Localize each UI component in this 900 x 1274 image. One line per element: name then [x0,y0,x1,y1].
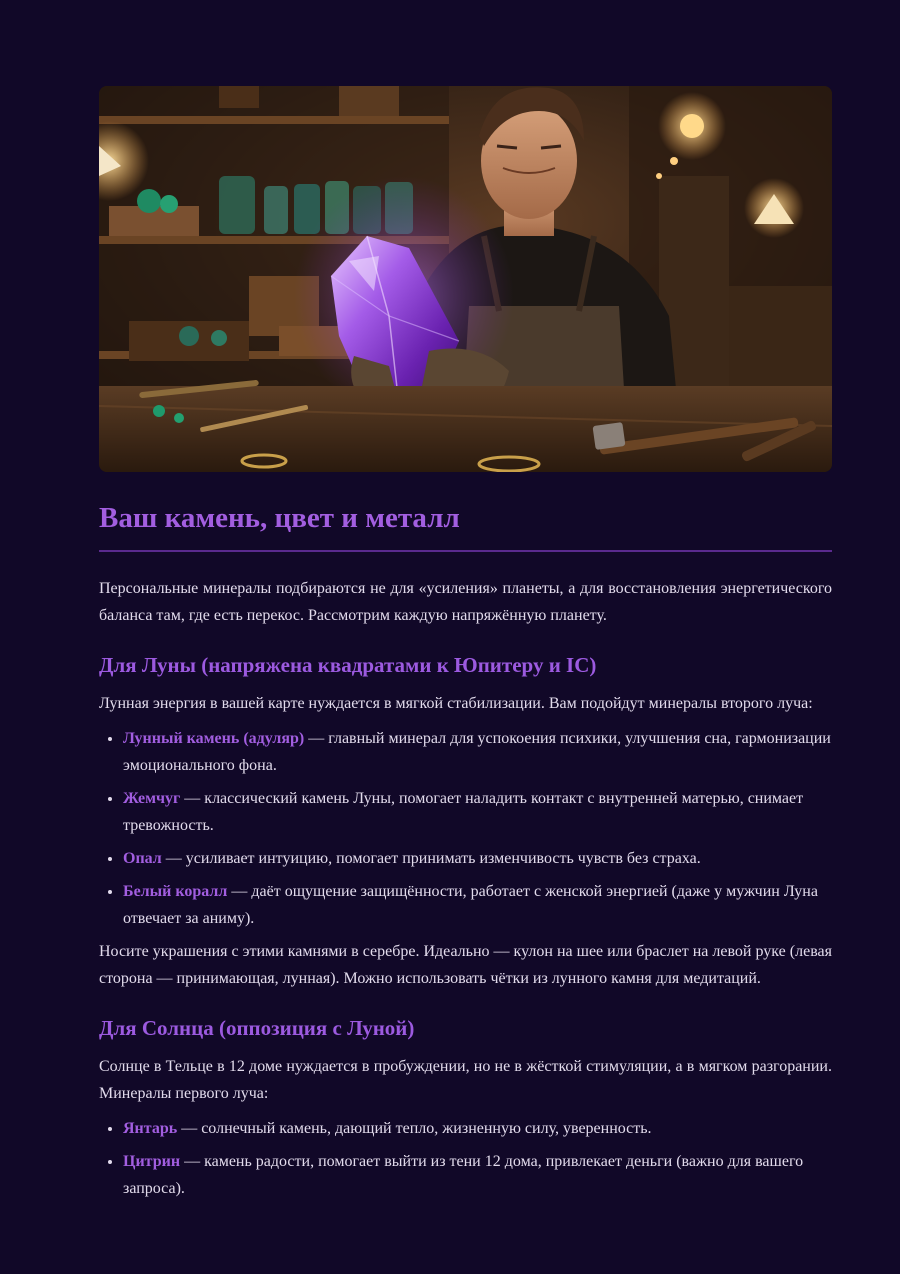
stone-description: — солнечный камень, дающий тепло, жизненную силу, уверенность. [177,1120,652,1137]
stone-name: Белый коралл [123,883,228,900]
stone-name: Жемчуг [123,790,181,807]
stone-description: — камень радости, помогает выйти из тени 12 дома, привлекает деньги (важно для вашего запроса). [123,1153,804,1197]
sun-stone-list [99,1115,832,1202]
article [99,86,832,1208]
sun-lead: Солнце в Тельце в 12 доме нуждается в пробуждении, но не в жёсткой стимуляции, а в мягком разгорании. Минералы первого луча: [99,1058,832,1102]
jeweler-with-amethyst-illustration [99,86,832,472]
hero-image [99,86,832,472]
sun-heading: Для Солнца (оппозиция с Луной) [99,1016,415,1040]
list-item [123,725,832,779]
stone-description: — даёт ощущение защищённости, работает с женской энергией (даже у мужчин Луна отвечает за аниму). [123,883,818,927]
stone-name: Цитрин [123,1153,181,1170]
stone-name: Опал [123,850,162,867]
page-title: Ваш камень, цвет и металл [99,500,832,552]
list-item [123,1148,832,1202]
moon-heading: Для Луны (напряжена квадратами к Юпитеру и IC) [99,653,597,677]
list-item [123,1115,832,1142]
list-item [123,845,832,872]
stone-name: Янтарь [123,1120,178,1137]
moon-recommendation: Носите украшения с этими камнями в серебре. Идеально — кулон на шее или браслет на левой руке (левая сторона — принимающая, лунная). Можно использовать чётки из лунного камня для медитаций. [99,943,832,987]
moon-stone-list [99,725,832,932]
intro-paragraph: Персональные минералы подбираются не для «усиления» планеты, а для восстановления энергетического баланса там, где есть перекос. Рассмотрим каждую напряжённую планету. [99,580,832,624]
list-item [123,785,832,839]
stone-name: Лунный камень (адуляр) [123,730,305,747]
stone-description: — усиливает интуицию, помогает принимать изменчивость чувств без страха. [161,850,701,867]
stone-description: — главный минерал для успокоения психики, улучшения сна, гармонизации эмоционального фона. [123,730,831,774]
moon-lead: Лунная энергия в вашей карте нуждается в мягкой стабилизации. Вам подойдут минералы второго луча: [99,695,813,712]
list-item [123,878,832,932]
stone-description: — классический камень Луны, помогает наладить контакт с внутренней матерью, снимает тревожность. [123,790,804,834]
